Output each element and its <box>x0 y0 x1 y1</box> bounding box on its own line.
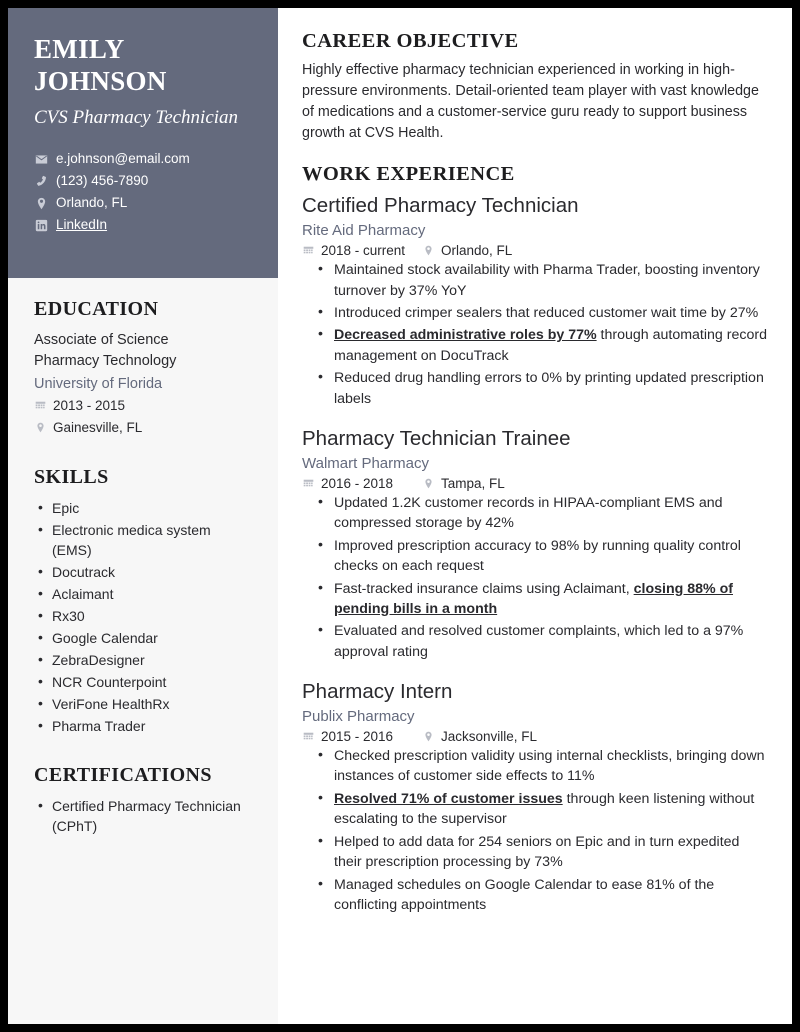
sidebar-header <box>8 8 278 278</box>
calendar-icon <box>34 400 46 411</box>
experience-dates-text: 2016 - 2018 <box>321 475 394 491</box>
contact-linkedin[interactable] <box>34 215 252 236</box>
candidate-name <box>34 34 252 98</box>
list-item: • VeriFone HealthRx <box>34 694 252 714</box>
experience-entry <box>302 679 770 915</box>
list-item: • Epic <box>34 498 252 518</box>
objective-heading: CAREER OBJECTIVE <box>302 30 519 52</box>
experience-dates <box>302 243 422 258</box>
candidate-last-name: JOHNSON <box>34 65 167 96</box>
experience-dates-text: 2018 - current <box>321 243 406 259</box>
list-item: • Electronic medica system (EMS) <box>34 520 252 560</box>
experience-title: Pharmacy Intern <box>302 680 453 704</box>
experience-entry <box>302 426 770 662</box>
contact-email-text: e.johnson@email.com <box>56 151 190 167</box>
map-pin-icon <box>34 197 48 210</box>
experience-entry <box>302 193 770 409</box>
certifications-heading: CERTIFICATIONS <box>34 764 212 787</box>
list-item: • Docutrack <box>34 562 252 582</box>
list-item: • Managed schedules on Google Calendar to ease 81% of the conflicting appointments <box>334 875 770 916</box>
education-heading: EDUCATION <box>34 298 159 320</box>
list-item: • Reduced drug handling errors to 0% by printing updated prescription labels <box>334 368 770 409</box>
education-degree-line2: Pharmacy Technology <box>34 353 177 370</box>
education-location-text: Gainesville, FL <box>53 419 143 435</box>
experience-company: Publix Pharmacy <box>302 707 415 725</box>
list-item: • NCR Counterpoint <box>34 672 252 692</box>
list-item: • Helped to add data for 254 seniors on Epic and in turn expedited their prescription processing by 73% <box>334 832 770 873</box>
candidate-first-name: EMILY <box>34 34 125 64</box>
calendar-icon <box>302 245 314 256</box>
certifications-list <box>34 796 252 836</box>
experience-bullets <box>302 260 770 409</box>
map-pin-icon <box>422 731 434 742</box>
bullet-highlight: closing 88% of pending bills in a month <box>334 580 733 617</box>
experience-location-text: Tampa, FL <box>441 475 505 491</box>
experience-meta <box>302 476 770 491</box>
objective-text: Highly effective pharmacy technician experienced in working in high-pressure environments. Detail-oriented team player with vast knowledge of medications and a customer-service guru ready to support business growth at CVS Health. <box>302 62 759 141</box>
education-dates <box>34 395 252 417</box>
experience-title: Certified Pharmacy Technician <box>302 194 579 218</box>
skills-heading: SKILLS <box>34 466 109 489</box>
list-item: • Checked prescription validity using internal checklists, bringing down instances of customer side effects to 11% <box>334 746 770 787</box>
experience-dates <box>302 729 422 744</box>
education-location <box>34 417 252 439</box>
skills-list <box>34 498 252 736</box>
main-content <box>278 8 792 1024</box>
phone-icon <box>34 175 48 188</box>
experience-location <box>422 243 512 258</box>
candidate-subtitle: CVS Pharmacy Technician <box>34 106 239 128</box>
sidebar <box>8 8 278 1024</box>
list-item: • Rx30 <box>34 606 252 626</box>
experience-bullets <box>302 493 770 663</box>
sidebar-body <box>8 278 278 836</box>
bullet-highlight: Resolved 71% of customer issues <box>334 790 563 807</box>
map-pin-icon <box>422 478 434 489</box>
list-item: • Evaluated and resolved customer complaints, which led to a 97% approval rating <box>334 621 770 662</box>
experience-location <box>422 729 537 744</box>
experience-location-text: Orlando, FL <box>441 243 513 259</box>
experience-title: Pharmacy Technician Trainee <box>302 427 571 451</box>
experience-meta <box>302 729 770 744</box>
list-item: • Introduced crimper sealers that reduced customer wait time by 27% <box>334 303 770 323</box>
linkedin-icon <box>34 219 48 232</box>
contact-phone[interactable] <box>34 171 252 192</box>
calendar-icon <box>302 731 314 742</box>
spacer <box>302 143 770 163</box>
list-item: • Fast-tracked insurance claims using Aclaimant, closing 88% of pending bills in a month <box>334 579 770 620</box>
experience-list <box>302 193 770 915</box>
contact-linkedin-text[interactable]: LinkedIn <box>56 217 108 233</box>
experience-dates <box>302 476 422 491</box>
contact-location-text: Orlando, FL <box>56 195 128 211</box>
list-item: • Google Calendar <box>34 628 252 648</box>
experience-company: Walmart Pharmacy <box>302 454 429 472</box>
experience-location <box>422 476 505 491</box>
list-item: • Improved prescription accuracy to 98% by running quality control checks on each request <box>334 536 770 577</box>
experience-bullets <box>302 746 770 916</box>
envelope-icon <box>34 153 48 166</box>
experience-location-text: Jacksonville, FL <box>441 728 538 744</box>
list-item: • Maintained stock availability with Pharma Trader, boosting inventory turnover by 37% YoY <box>334 260 770 301</box>
map-pin-icon <box>422 245 434 256</box>
experience-company: Rite Aid Pharmacy <box>302 222 426 240</box>
calendar-icon <box>302 478 314 489</box>
list-item: • ZebraDesigner <box>34 650 252 670</box>
experience-meta <box>302 243 770 258</box>
contact-phone-text: (123) 456-7890 <box>56 173 149 189</box>
contact-location <box>34 193 252 214</box>
education-school: University of Florida <box>34 376 163 393</box>
list-item: • Aclaimant <box>34 584 252 604</box>
list-item: • Resolved 71% of customer issues through keen listening without escalating to the supervisor <box>334 789 770 830</box>
experience-dates-text: 2015 - 2016 <box>321 728 394 744</box>
list-item: • Pharma Trader <box>34 716 252 736</box>
map-pin-icon <box>34 422 46 433</box>
list-item: • Decreased administrative roles by 77% through automating record management on DocuTrack <box>334 325 770 366</box>
education-dates-text: 2013 - 2015 <box>53 398 126 414</box>
list-item: • Updated 1.2K customer records in HIPAA-compliant EMS and compressed storage by 42% <box>334 493 770 534</box>
resume-page <box>8 8 792 1024</box>
contact-email[interactable] <box>34 149 252 170</box>
education-degree-line1: Associate of Science <box>34 332 169 348</box>
list-item: • Certified Pharmacy Technician (CPhT) <box>34 796 252 836</box>
bullet-highlight: Decreased administrative roles by 77% <box>334 327 597 344</box>
contact-list <box>34 149 252 236</box>
experience-heading: WORK EXPERIENCE <box>302 163 515 186</box>
